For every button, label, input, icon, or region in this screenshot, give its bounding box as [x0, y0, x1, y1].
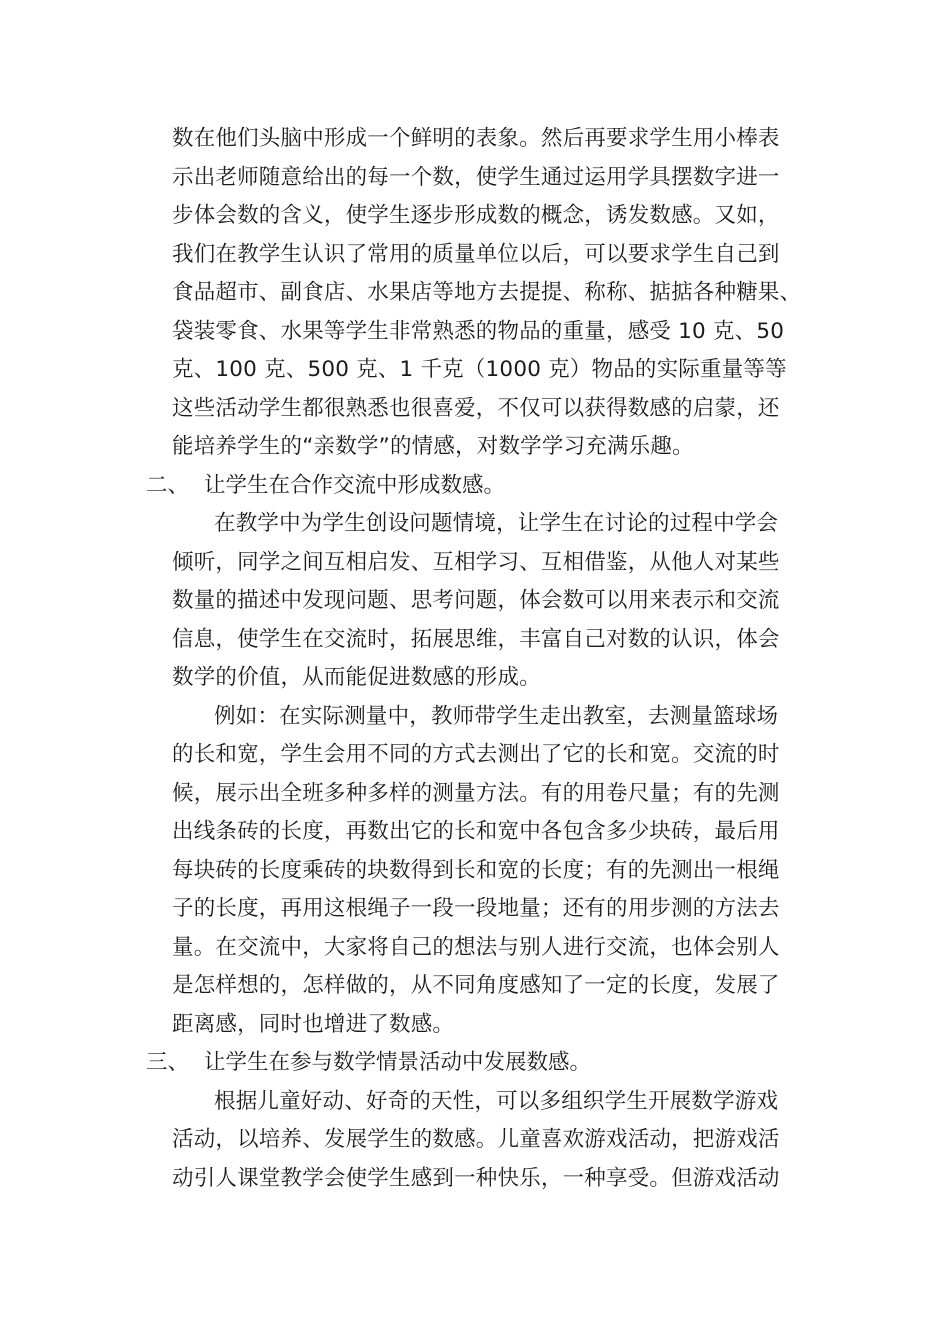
- text-line: 量。在交流中，大家将自己的想法与别人进行交流，也体会别人: [172, 935, 780, 960]
- section-number: 三、: [146, 1050, 190, 1075]
- text-line: 我们在教学生认识了常用的质量单位以后，可以要求学生自己到: [172, 242, 780, 267]
- text-line: 数学的价值，从而能促进数感的形成。: [172, 665, 541, 690]
- text-line: 出线条砖的长度，再数出它的长和宽中各包含多少块砖，最后用: [172, 819, 780, 844]
- text-line: 数在他们头脑中形成一个鲜明的表象。然后再要求学生用小棒表: [172, 126, 780, 151]
- text-line: 信息，使学生在交流时，拓展思维，丰富自己对数的认识，体会: [172, 627, 780, 652]
- text-line: 示出老师随意给出的每一个数，使学生通过运用学具摆数字进一: [172, 165, 780, 190]
- text-line: 能培养学生的“亲数学”的情感，对数学学习充满乐趣。: [172, 434, 694, 459]
- text-line: 子的长度，再用这根绳子一段一段地量；还有的用步测的方法去: [172, 896, 780, 921]
- text-line: 的长和宽，学生会用不同的方式去测出了它的长和宽。交流的时: [172, 742, 780, 767]
- text-line: 距离感，同时也增进了数感。: [172, 1012, 455, 1037]
- text-line: 克、100 克、500 克、1 千克（1000 克）物品的实际重量等等: [172, 357, 787, 382]
- text-line: 根据儿童好动、好奇的天性，可以多组织学生开展数学游戏: [214, 1089, 779, 1114]
- text-line: 在教学中为学生创设问题情境，让学生在讨论的过程中学会: [214, 511, 779, 536]
- text-line: 食品超市、副食店、水果店等地方去提提、称称、掂掂各种糖果、: [172, 280, 802, 305]
- text-line: 袋装零食、水果等学生非常熟悉的物品的重量，感受 10 克、50: [172, 319, 785, 344]
- section-number: 二、: [146, 473, 190, 498]
- section-heading: [146, 1044, 591, 1082]
- text-line: 动引人课堂教学会使学生感到一种快乐，一种享受。但游戏活动: [172, 1166, 780, 1191]
- text-line: 这些活动学生都很熟悉也很喜爱，不仅可以获得数感的启蒙，还: [172, 396, 780, 421]
- text-line: 例如：在实际测量中，教师带学生走出教室，去测量篮球场: [214, 704, 779, 729]
- section-title: 让学生在参与数学情景活动中发展数感。: [204, 1050, 592, 1075]
- text-line: 倾听，同学之间互相启发、互相学习、互相借鉴，从他人对某些: [172, 550, 780, 575]
- text-line: 是怎样想的，怎样做的，从不同角度感知了一定的长度，发展了: [172, 973, 780, 998]
- section-heading: [146, 467, 505, 505]
- text-line: 每块砖的长度乘砖的块数得到长和宽的长度；有的先测出一根绳: [172, 858, 780, 883]
- text-line: 活动，以培养、发展学生的数感。儿童喜欢游戏活动，把游戏活: [172, 1127, 780, 1152]
- section-title: 让学生在合作交流中形成数感。: [204, 473, 506, 498]
- text-line: 步体会数的含义，使学生逐步形成数的概念，诱发数感。又如，: [172, 203, 780, 228]
- text-line: 数量的描述中发现问题、思考问题，体会数可以用来表示和交流: [172, 588, 780, 613]
- text-line: 候，展示出全班多种多样的测量方法。有的用卷尺量；有的先测: [172, 781, 780, 806]
